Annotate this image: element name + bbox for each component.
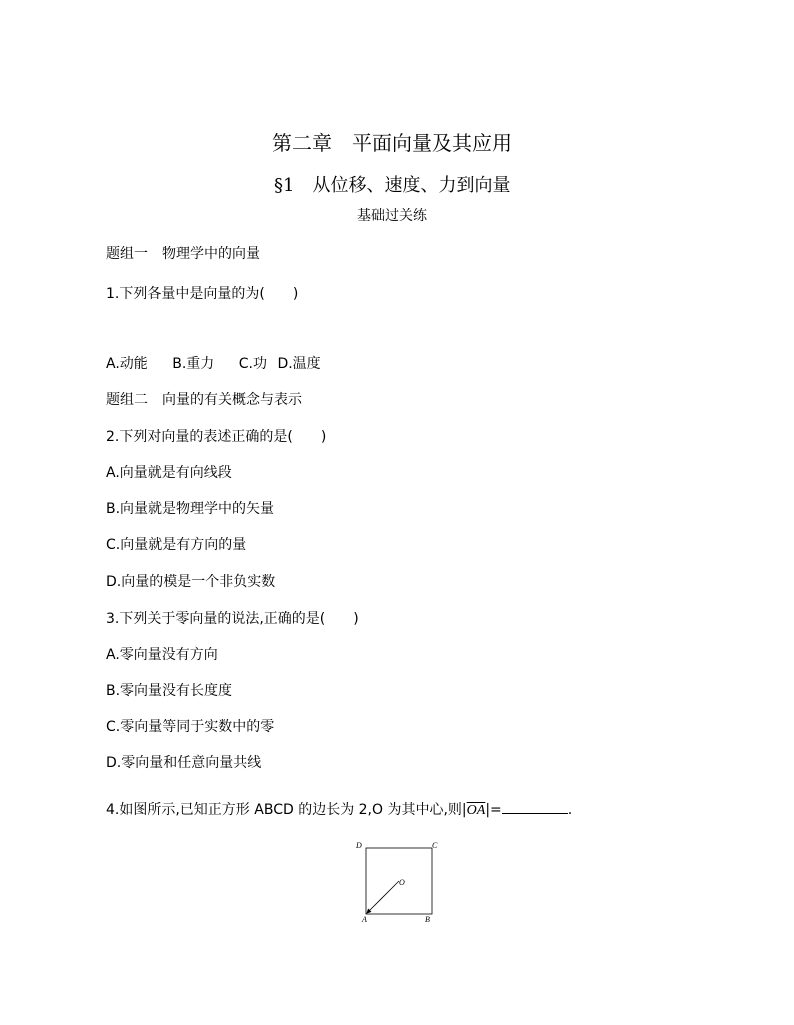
q2-stem: 2.下列对向量的表述正确的是( ) [106,429,327,445]
q1-option-b[interactable]: B.重力 [172,356,215,372]
vector-arrow-oa [367,881,399,913]
square-figure [352,838,444,926]
q3-option-d[interactable]: D.零向量和任意向量共线 [106,755,262,771]
q3-option-a[interactable]: A.零向量没有方向 [106,647,218,663]
q2-option-d[interactable]: D.向量的模是一个非负实数 [106,574,276,590]
q3-option-b[interactable]: B.零向量没有长度度 [106,683,233,699]
q4-stem-end: . [567,802,573,818]
q3-stem: 3.下列关于零向量的说法,正确的是( ) [106,611,359,627]
q1-option-d[interactable]: D.温度 [277,356,321,372]
q2-option-b[interactable]: B.向量就是物理学中的矢量 [106,501,275,517]
chapter-title: 第二章 平面向量及其应用 [272,131,512,155]
label-b: B [425,915,430,924]
section-title: §1 从位移、速度、力到向量 [274,175,511,196]
q1-option-c[interactable]: C.功 [238,356,267,372]
label-d: D [356,841,362,850]
q4-stem-suffix: |= [485,802,502,818]
label-a: A [362,915,367,924]
q3-option-c[interactable]: C.零向量等同于实数中的零 [106,719,275,735]
label-o: O [399,878,405,887]
group1-title: 题组一 物理学中的向量 [106,246,260,262]
q1-option-a[interactable]: A.动能 [106,356,148,372]
exercise-subtitle: 基础过关练 [357,208,427,224]
q4-stem [106,799,572,819]
q1-options [106,353,341,373]
q1-stem: 1.下列各量中是向量的为( ) [106,286,299,302]
group2-title: 题组二 向量的有关概念与表示 [106,392,302,408]
label-c: C [432,841,438,850]
vector-oa: $\overline{OA}$ [466,803,486,818]
q2-option-a[interactable]: A.向量就是有向线段 [106,465,232,481]
q4-answer-blank[interactable] [502,801,568,814]
q4-stem-prefix: 4.如图所示,已知正方形 ABCD 的边长为 2,O 为其中心,则| [106,802,467,818]
q2-option-c[interactable]: C.向量就是有方向的量 [106,537,247,553]
